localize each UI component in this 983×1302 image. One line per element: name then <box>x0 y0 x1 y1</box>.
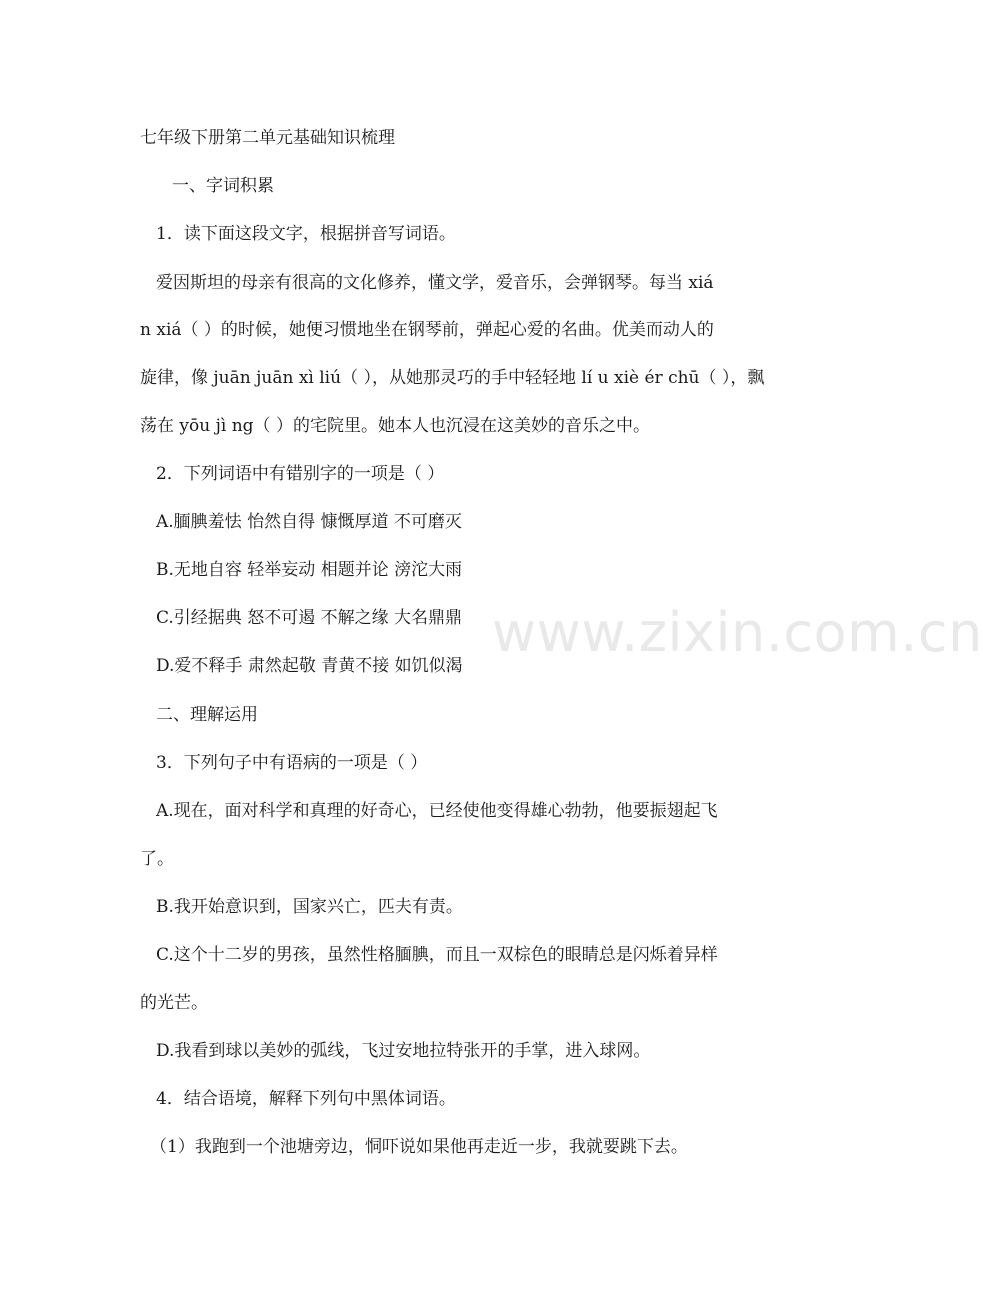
q3-option-a-line: A.现在，面对科学和真理的好奇心，已经使他变得雄心勃勃，他要振翅起飞 <box>156 801 718 821</box>
q3-option-b: B.我开始意识到，国家兴亡，匹夫有责。 <box>156 897 463 917</box>
section-heading-1: 一、字词积累 <box>172 176 274 196</box>
q4-stem: 4．结合语境，解释下列句中黑体词语。 <box>156 1089 456 1109</box>
q2-option-b: B.无地自容 轻举妄动 相题并论 滂沱大雨 <box>156 560 463 580</box>
watermark: www.zixin.com.cn <box>492 601 983 664</box>
q2-stem: 2．下列词语中有错别字的一项是（ ） <box>156 464 445 484</box>
q4-item-1: （1）我跑到一个池塘旁边，恫吓说如果他再走近一步，我就要跳下去。 <box>150 1137 688 1157</box>
q3-option-d: D.我看到球以美妙的弧线，飞过安地拉特张开的手掌，进入球网。 <box>156 1041 651 1061</box>
q3-option-a-line: 了。 <box>140 849 174 869</box>
q1-passage-line: n xiá（ ）的时候，她便习惯地坐在钢琴前，弹起心爱的名曲。优美而动人的 <box>140 320 714 340</box>
q1-passage-line: 旋律，像 juān juān xì liú（ ），从她那灵巧的手中轻轻地 lí u xiè ér chū（ ），飘 <box>140 368 765 388</box>
q3-option-c-line: 的光芒。 <box>140 993 208 1013</box>
q1-stem: 1．读下面这段文字，根据拼音写词语。 <box>156 224 456 244</box>
document-title: 七年级下册第二单元基础知识梳理 <box>140 128 395 148</box>
section-heading-2: 二、理解运用 <box>156 705 258 725</box>
q3-option-c-line: C.这个十二岁的男孩，虽然性格腼腆，而且一双棕色的眼睛总是闪烁着异样 <box>156 945 718 965</box>
q2-option-a: A.腼腆羞怯 怡然自得 慷慨厚道 不可磨灭 <box>156 512 462 532</box>
q3-stem: 3．下列句子中有语病的一项是（ ） <box>156 753 428 773</box>
q1-passage-line: 荡在 yōu jì ng（ ）的宅院里。她本人也沉浸在这美妙的音乐之中。 <box>140 416 650 436</box>
q2-option-c: C.引经据典 怒不可遏 不解之缘 大名鼎鼎 <box>156 608 463 628</box>
q2-option-d: D.爱不释手 肃然起敬 青黄不接 如饥似渴 <box>156 656 463 676</box>
q1-passage-line: 爱因斯坦的母亲有很高的文化修养，懂文学，爱音乐，会弹钢琴。每当 xiá <box>156 273 714 293</box>
